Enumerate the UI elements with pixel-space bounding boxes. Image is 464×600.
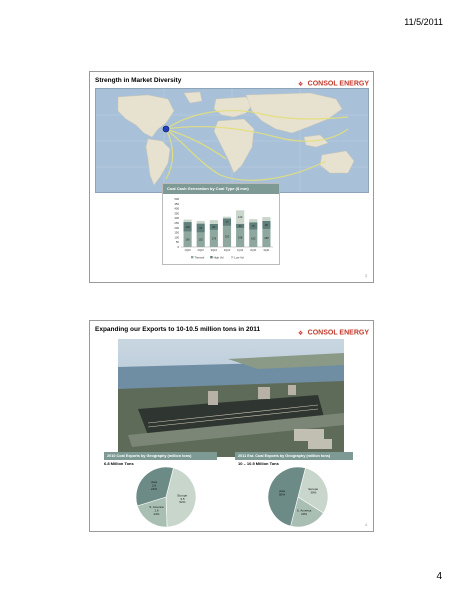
pie-slice-label: Europe bbox=[308, 487, 319, 492]
legend-swatch bbox=[210, 256, 212, 258]
pie-slice-label: S. America bbox=[296, 508, 312, 513]
pie-slice-label: 3.5 bbox=[180, 496, 185, 501]
x-tick-label: 1Q10 bbox=[184, 249, 191, 252]
bar-low-vol bbox=[210, 220, 218, 224]
y-tick-label: 200 bbox=[174, 225, 179, 230]
x-tick-label: 2Q11 bbox=[250, 249, 257, 252]
slide-expanding-exports bbox=[89, 320, 374, 532]
legend-label: High Vol bbox=[213, 256, 224, 260]
y-tick-label: 350 bbox=[174, 211, 179, 216]
bar-data-label: 92 bbox=[199, 226, 203, 230]
pie-2010-header: 2010 Coal Exports by Geography (million tons) bbox=[104, 452, 217, 460]
y-tick-label: 250 bbox=[174, 221, 179, 225]
logo-name: CONSOL ENERGY bbox=[307, 329, 369, 337]
world-map-graphic bbox=[96, 89, 368, 192]
legend-swatch bbox=[231, 256, 233, 258]
port-photo-graphic bbox=[118, 339, 344, 457]
y-tick-label: 500 bbox=[174, 197, 179, 201]
slide-market-diversity bbox=[89, 71, 374, 283]
slide-number: 3 bbox=[365, 274, 367, 278]
bar-chart-svg bbox=[163, 194, 279, 264]
x-tick-label: 1Q11 bbox=[237, 249, 244, 252]
cash-generation-chart bbox=[162, 183, 280, 265]
x-tick-label: 3Q10 bbox=[210, 249, 218, 252]
bar-low-vol bbox=[183, 220, 191, 222]
slide-number: 4 bbox=[365, 523, 367, 527]
bar-data-label: 198 bbox=[237, 236, 243, 240]
logo-mark-icon: ❖ bbox=[297, 81, 304, 88]
bar-data-label: 220 bbox=[224, 235, 230, 239]
pie-2010-exports bbox=[134, 465, 198, 529]
pie-2011-total: 10 – 10.5 Million Tons bbox=[238, 461, 279, 466]
y-tick-label: 0 bbox=[177, 245, 179, 249]
bar-data-label: 44 bbox=[238, 224, 242, 228]
bar-data-label: 62 bbox=[212, 225, 216, 229]
logo-mark-icon: ❖ bbox=[297, 330, 304, 337]
legend-swatch bbox=[191, 256, 193, 258]
pie-slice-label: Europe bbox=[177, 493, 188, 498]
y-tick-label: 300 bbox=[174, 216, 179, 221]
chart-header: Coal Cash Generation by Coal Type ($ mm) bbox=[163, 184, 279, 194]
legend-label: Low Vol bbox=[234, 256, 244, 260]
pie-2010-total: 6.8 Million Tons bbox=[104, 461, 134, 466]
y-tick-label: 50 bbox=[175, 240, 179, 245]
pie-slice-label: 24% bbox=[151, 487, 158, 492]
print-date: 11/5/2011 bbox=[404, 17, 443, 27]
logo-name: CONSOL ENERGY bbox=[307, 80, 369, 88]
port-aerial-photo bbox=[118, 339, 344, 457]
bar-data-label: 100 bbox=[185, 225, 190, 229]
slide-title: Strength in Market Diversity bbox=[95, 77, 182, 84]
pie-slice-label: 1.6 bbox=[154, 508, 159, 513]
baltimore-port-marker bbox=[163, 126, 169, 132]
pie-2011-header: 2011 Est. Coal Exports by Geography (million tons) bbox=[235, 452, 353, 460]
bar-data-label: 83 bbox=[264, 223, 268, 227]
pie-slice-label: S. America bbox=[149, 505, 164, 510]
legend-label: Thermal bbox=[194, 256, 205, 260]
y-tick-label: 150 bbox=[174, 230, 179, 235]
pie-slice-label: 30% bbox=[310, 490, 317, 495]
bar-low-vol bbox=[249, 219, 257, 222]
bar-low-vol bbox=[197, 221, 205, 224]
bar-low-vol bbox=[223, 217, 231, 219]
slide-title: Expanding our Exports to 10-10.5 million tons in 2011 bbox=[95, 326, 261, 333]
pie-slice-label: 20% bbox=[301, 512, 308, 517]
pie-slice-label: Asia bbox=[151, 480, 157, 485]
page-number: 4 bbox=[436, 571, 442, 582]
bar-data-label: 77 bbox=[225, 221, 229, 225]
pie-slice-label: Asia bbox=[279, 489, 285, 494]
world-map bbox=[95, 88, 369, 193]
y-tick-label: 450 bbox=[174, 201, 179, 206]
y-tick-label: 100 bbox=[174, 235, 179, 240]
bar-data-label: 178 bbox=[211, 237, 217, 241]
bar-data-label: 160 bbox=[185, 238, 190, 242]
bar-data-label: 140 bbox=[237, 216, 243, 220]
pie-2011-exports bbox=[266, 465, 330, 529]
bar-low-vol bbox=[262, 217, 270, 221]
bar-data-label: 152 bbox=[198, 238, 203, 242]
pie-slice-label: 24% bbox=[153, 511, 160, 516]
x-tick-label: 2Q10 bbox=[197, 249, 204, 252]
pie-slice-label: 2.6 bbox=[151, 483, 157, 488]
pie-slice-label: 50% bbox=[279, 492, 286, 497]
x-tick-label: 3Q11 bbox=[263, 249, 270, 252]
bar-data-label: 188 bbox=[264, 236, 269, 240]
y-tick-label: 400 bbox=[174, 206, 179, 211]
bar-data-label: 76 bbox=[251, 224, 255, 228]
pie-slice-label: 52% bbox=[179, 500, 186, 505]
bar-data-label: 182 bbox=[251, 237, 256, 241]
x-tick-label: 4Q10 bbox=[223, 249, 231, 252]
